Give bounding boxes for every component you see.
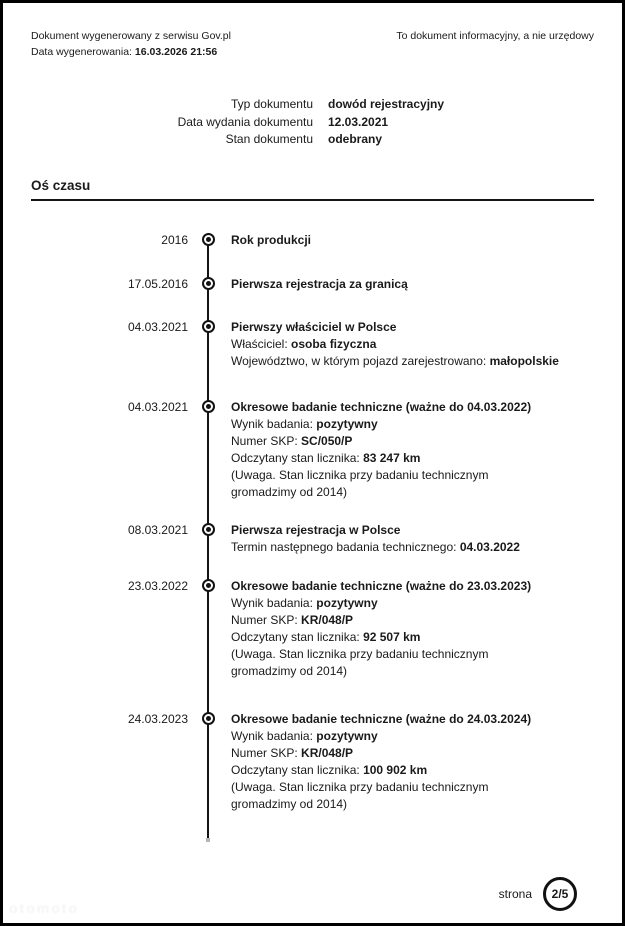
timeline-entry-content	[228, 522, 567, 556]
timeline-marker	[188, 319, 228, 370]
timeline-marker-dot	[206, 324, 211, 329]
document-info-value: 12.03.2021	[328, 114, 389, 129]
generation-date-line	[31, 44, 231, 60]
document-info-label: Data wydania dokumentu	[177, 114, 313, 129]
document-info-value: dowód rejestracyjny	[328, 97, 445, 111]
timeline-entry-content	[228, 276, 567, 293]
timeline-detail-value: pozytywny	[316, 728, 378, 743]
timeline-entry-title: Okresowe badanie techniczne (ważne do 23.03.2023)	[231, 578, 532, 593]
page-number-badge: 2/5	[543, 877, 577, 911]
timeline-detail-value: osoba fizyczna	[291, 336, 377, 351]
timeline-marker	[188, 578, 228, 680]
timeline-entry-content	[228, 232, 567, 249]
timeline-entry-detail: Wynik badania: pozytywny	[231, 728, 378, 743]
timeline-detail-value: 92 507 km	[363, 629, 421, 644]
timeline-entry-title: Pierwszy właściciel w Polsce	[231, 319, 397, 334]
timeline-entry-detail: Województwo, w którym pojazd zarejestrowano: małopolskie	[231, 353, 559, 368]
timeline-date: 08.03.2021	[127, 522, 188, 537]
timeline-entry-title: Pierwsza rejestracja za granicą	[231, 276, 408, 291]
informational-note: To dokument informacyjny, a nie urzędowy	[396, 30, 594, 42]
timeline-entry-title: Pierwsza rejestracja w Polsce	[231, 522, 401, 537]
timeline-marker-dot	[206, 527, 211, 532]
timeline-detail-value: KR/048/P	[301, 612, 354, 627]
page-label: strona	[498, 887, 532, 901]
timeline-detail-value: 04.03.2022	[459, 539, 520, 554]
timeline-entry-detail: Termin następnego badania technicznego: 04.03.2022	[231, 539, 520, 554]
timeline	[31, 232, 594, 880]
timeline-marker-icon	[202, 400, 215, 413]
timeline-axis-end	[206, 838, 210, 842]
timeline-entry-title: Okresowe badanie techniczne (ważne do 04.03.2022)	[231, 399, 532, 414]
timeline-marker-icon	[202, 579, 215, 592]
timeline-entry-detail: Numer SKP: KR/048/P	[231, 612, 354, 627]
timeline-entry-content	[228, 711, 567, 813]
timeline-marker-dot	[206, 583, 211, 588]
timeline-marker-icon	[202, 712, 215, 725]
timeline-entry-detail: (Uwaga. Stan licznika przy badaniu technicznym gromadzimy od 2014)	[231, 646, 489, 678]
timeline-entry	[31, 319, 594, 370]
document-header	[31, 28, 594, 60]
timeline-marker-dot	[206, 404, 211, 409]
timeline-detail-value: 83 247 km	[363, 450, 421, 465]
timeline-date: 24.03.2023	[127, 711, 188, 726]
timeline-entry-content	[228, 578, 567, 680]
timeline-entry	[31, 711, 594, 813]
timeline-entry-detail: Wynik badania: pozytywny	[231, 416, 378, 431]
timeline-date: 04.03.2021	[127, 319, 188, 334]
timeline-entry-detail: (Uwaga. Stan licznika przy badaniu technicznym gromadzimy od 2014)	[231, 467, 489, 499]
timeline-entry-detail: Odczytany stan licznika: 92 507 km	[231, 629, 421, 644]
timeline-date: 17.05.2016	[127, 276, 188, 291]
timeline-entry-detail: Odczytany stan licznika: 83 247 km	[231, 450, 421, 465]
timeline-marker-icon	[202, 320, 215, 333]
timeline-date: 2016	[161, 232, 188, 247]
timeline-heading: Oś czasu	[31, 178, 594, 201]
timeline-entry	[31, 232, 594, 249]
timeline-detail-value: pozytywny	[316, 595, 378, 610]
timeline-marker-icon	[202, 277, 215, 290]
document-info-value: odebrany	[328, 132, 383, 146]
timeline-entry-detail: Numer SKP: KR/048/P	[231, 745, 354, 760]
generation-date-label: Data wygenerowania:	[31, 46, 135, 58]
header-left	[31, 28, 231, 60]
timeline-detail-value: pozytywny	[316, 416, 378, 431]
document-info-row	[31, 131, 594, 149]
photo-watermark	[9, 900, 79, 916]
timeline-entry-title: Rok produkcji	[231, 232, 312, 247]
timeline-entry-detail: (Uwaga. Stan licznika przy badaniu technicznym gromadzimy od 2014)	[231, 779, 489, 811]
timeline-marker-dot	[206, 237, 211, 242]
generation-date-value: 16.03.2026 21:56	[134, 46, 218, 58]
timeline-entry-detail: Wynik badania: pozytywny	[231, 595, 378, 610]
timeline-marker	[188, 522, 228, 556]
timeline-marker-dot	[206, 716, 211, 721]
document-info-row	[31, 114, 594, 132]
page-footer	[499, 877, 577, 911]
timeline-entry-content	[228, 319, 567, 370]
timeline-entry-title: Okresowe badanie techniczne (ważne do 24.03.2024)	[231, 711, 532, 726]
generated-from-text: Dokument wygenerowany z serwisu Gov.pl	[31, 30, 231, 42]
timeline-entry-detail: Numer SKP: SC/050/P	[231, 433, 353, 448]
document-info-row	[31, 96, 594, 114]
timeline-entry	[31, 578, 594, 680]
timeline-marker	[188, 276, 228, 293]
timeline-date: 04.03.2021	[127, 399, 188, 414]
timeline-marker-icon	[202, 233, 215, 246]
document-info-label: Typ dokumentu	[230, 97, 313, 111]
timeline-marker-dot	[206, 281, 211, 286]
timeline-entry-detail: Odczytany stan licznika: 100 902 km	[231, 762, 428, 777]
timeline-detail-value: 100 902 km	[363, 762, 428, 777]
timeline-marker	[188, 711, 228, 813]
timeline-marker	[188, 399, 228, 501]
timeline-detail-value: SC/050/P	[301, 433, 353, 448]
timeline-marker-icon	[202, 523, 215, 536]
timeline-date: 23.03.2022	[127, 578, 188, 593]
timeline-entries	[31, 232, 594, 813]
document-info	[31, 96, 594, 149]
timeline-entry	[31, 522, 594, 556]
document-info-label: Stan dokumentu	[225, 132, 313, 146]
timeline-entry-detail: Właściciel: osoba fizyczna	[231, 336, 377, 351]
timeline-detail-value: małopolskie	[489, 353, 559, 368]
timeline-detail-value: KR/048/P	[301, 745, 354, 760]
timeline-marker	[188, 232, 228, 249]
timeline-entry	[31, 276, 594, 293]
timeline-entry-content	[228, 399, 567, 501]
timeline-entry	[31, 399, 594, 501]
